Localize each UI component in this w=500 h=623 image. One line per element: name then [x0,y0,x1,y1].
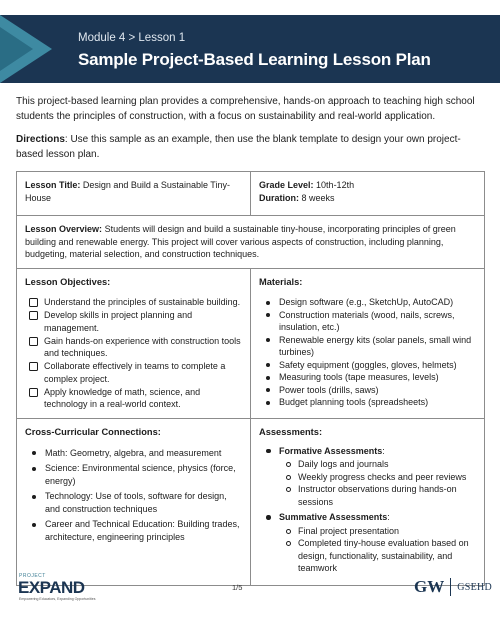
list-item: Career and Technical Education: Building trades, architecture, engineering principles [25,518,242,543]
logo-divider [450,578,451,596]
lesson-title-value: Design and Build a Sustainable Tiny-House [25,180,230,203]
list-item: Safety equipment (goggles, gloves, helmets) [259,359,476,372]
summative-label: Summative Assessments [279,512,388,522]
bullet-icon [266,376,270,380]
bullet-icon [32,467,36,471]
checkbox-icon[interactable] [29,388,38,397]
circle-bullet-icon [286,475,291,480]
lesson-overview-cell [17,216,485,269]
list-item: Collaborate effectively in teams to complete a complex project. [25,360,242,385]
bullet-icon [32,495,36,499]
bullet-icon [266,338,270,342]
list-item: Budget planning tools (spreadsheets) [259,396,476,409]
list-item: Design software (e.g., SketchUp, AutoCAD) [259,296,476,309]
list-item: Gain hands-on experience with construction tools and techniques. [25,335,242,360]
overview-label: Lesson Overview: [25,224,103,234]
list-item: Measuring tools (tape measures, levels) [259,371,476,384]
assessments-heading: Assessments: [259,427,323,437]
list-item: Construction materials (wood, nails, screws, insulation, etc.) [259,309,476,334]
lesson-plan-table [16,171,485,586]
checkbox-icon[interactable] [29,337,38,346]
bullet-icon [266,313,270,317]
cross-list [25,447,242,544]
assessments-list [259,445,476,575]
list-item: Math: Geometry, algebra, and measurement [25,447,242,460]
duration-label: Duration: [259,192,299,203]
bullet-icon [266,363,270,367]
lesson-title-cell [17,172,251,216]
materials-list [259,296,476,409]
list-item: Instructor observations during hands-on sessions [279,483,476,508]
assessments-cell [251,419,485,586]
intro-paragraph: This project-based learning plan provides a comprehensive, hands-on approach to teaching high school students the principles of construction, with a focus on sustainability and real-world application. [16,96,475,122]
checkbox-icon[interactable] [29,311,38,320]
overview-value: Students will design and build a sustainable tiny-house, incorporating principles of green building and renewable energy. This project will cover various aspects of construction, including planning, budgeting, material selection, and construction techniques. [25,224,456,259]
bullet-icon [266,515,271,520]
list-item: Completed tiny-house evaluation based on design, functionality, sustainability, and teamwork [279,537,476,575]
materials-heading: Materials: [259,276,303,287]
list-item: Apply knowledge of math, science, and technology in a real-world context. [25,386,242,411]
formative-label: Formative Assessments [279,445,383,456]
objectives-cell [17,268,251,419]
checkbox-icon[interactable] [29,298,38,307]
list-item: Power tools (drills, saws) [259,384,476,397]
formative-item: Formative Assessments: Daily logs and journals Weekly progress checks and peer reviews Instructor observations during hands-on sessions [259,445,476,509]
cross-curricular-cell [17,419,251,586]
list-item: Science: Environmental science, physics (force, energy) [25,462,242,487]
grade-duration-cell [251,172,485,216]
circle-bullet-icon [286,487,291,492]
list-item: Final project presentation [279,525,476,538]
bullet-icon [266,449,271,454]
list-item: Develop skills in project planning and management. [25,309,242,334]
cross-heading: Cross-Curricular Connections: [25,427,161,437]
bullet-icon [266,301,270,305]
summative-item: Summative Assessments: Final project presentation Completed tiny-house evaluation based on design, functionality, sustainability, and teamwork [259,511,476,575]
list-item: Renewable energy kits (solar panels, small wind turbines) [259,334,476,359]
bullet-icon [266,388,270,392]
page-title: Sample Project-Based Learning Lesson Plan [78,50,431,69]
objectives-list [25,296,242,411]
grade-value: 10th-12th [316,180,355,190]
circle-bullet-icon [286,462,291,467]
chevron-decoration-inner [0,27,33,71]
directions-text: : Use this sample as an example, then use the blank template to design your own project-based lesson plan. [16,134,461,160]
bullet-icon [32,523,36,527]
objectives-heading: Lesson Objectives: [25,276,111,287]
bullet-icon [32,451,36,455]
materials-cell [251,268,485,419]
directions-paragraph [16,133,486,162]
page-number: 1/5 [232,583,243,592]
duration-value: 8 weeks [301,192,335,203]
grade-label: Grade Level: [259,180,314,190]
directions-label: Directions [16,134,65,145]
list-item: Technology: Use of tools, software for design, and construction techniques [25,490,242,515]
circle-bullet-icon [286,529,291,534]
project-expand-logo: PROJECT EXPAND Empowering Educators, Expanding Opportunities [18,573,96,601]
formative-list [279,458,476,508]
list-item: Understand the principles of sustainable building. [25,296,242,309]
summative-list [279,525,476,575]
gw-gsehd-logo: GW GSEHD [414,577,493,596]
breadcrumb: Module 4 > Lesson 1 [78,32,186,44]
checkbox-icon[interactable] [29,362,38,371]
list-item: Daily logs and journals [279,458,476,471]
circle-bullet-icon [286,541,291,546]
list-item: Weekly progress checks and peer reviews [279,471,476,484]
page-header [0,15,500,83]
bullet-icon [266,401,270,405]
lesson-title-label: Lesson Title: [25,180,81,190]
